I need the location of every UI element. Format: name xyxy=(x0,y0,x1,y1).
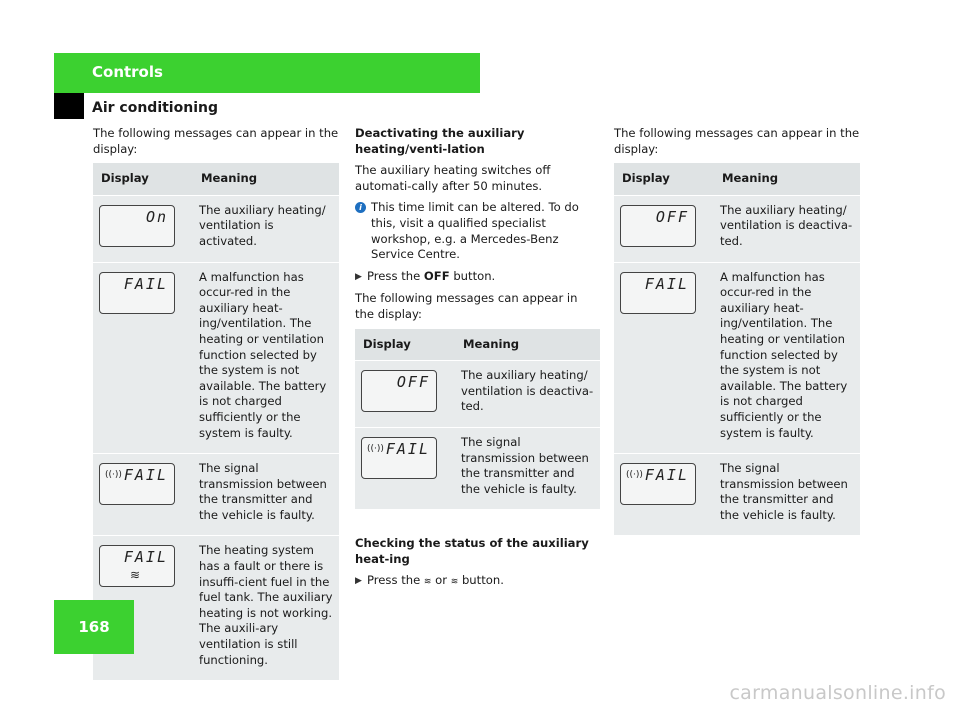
antenna-icon: ((·)) xyxy=(626,470,643,481)
section-heading: Deactivating the auxiliary heating/venti-lation xyxy=(355,126,525,156)
table-row xyxy=(614,454,860,536)
table-row xyxy=(93,262,339,454)
section-heading: Checking the status of the auxiliary heat-ing xyxy=(355,536,589,566)
header-meaning: Meaning xyxy=(455,329,600,361)
table-row xyxy=(614,262,860,454)
header-display: Display xyxy=(614,163,714,195)
lcd-text: On xyxy=(145,207,168,226)
table-header-row xyxy=(355,329,600,361)
column-2 xyxy=(355,126,600,597)
instruction-step xyxy=(355,269,600,286)
step-text: or xyxy=(435,573,448,588)
lcd-text: FAIL xyxy=(123,274,168,293)
info-note xyxy=(355,200,600,262)
lcd-display xyxy=(99,463,175,505)
lcd-text: FAIL xyxy=(385,439,430,458)
meaning-cell: A malfunction has occur-red in the auxiliary heat-ing/ventilation. The heating or ventilation function selected by the system is not available. The battery is not charged sufficiently or the system is faulty. xyxy=(714,262,860,454)
lcd-display xyxy=(361,437,437,479)
lcd-text: OFF xyxy=(396,373,430,392)
lcd-text: FAIL xyxy=(644,466,689,485)
intro-text: The following messages can appear in the display: xyxy=(614,126,860,156)
ventilation-symbol-icon: ≋ xyxy=(450,577,459,588)
lcd-display xyxy=(620,463,696,505)
meaning-cell: The signal transmission between the transmitter and the vehicle is faulty. xyxy=(193,454,339,536)
header-display: Display xyxy=(355,329,455,361)
lcd-text: FAIL xyxy=(644,274,689,293)
page-number: 168 xyxy=(54,600,134,654)
lcd-text: FAIL xyxy=(123,466,168,485)
lcd-text: FAIL xyxy=(123,548,168,567)
display-messages-table xyxy=(355,329,600,511)
table-row xyxy=(614,195,860,262)
lcd-display xyxy=(361,370,437,412)
step-text: button. xyxy=(461,573,504,588)
column-3 xyxy=(614,126,860,536)
heating-symbol-icon: ≋ xyxy=(423,577,432,588)
off-button-label: OFF xyxy=(423,268,450,283)
table-header-row xyxy=(614,163,860,195)
watermark-text: carmanualsonline.info xyxy=(729,682,946,704)
meaning-cell: The auxiliary heating/ ventilation is deactiva-ted. xyxy=(714,195,860,262)
paragraph: The auxiliary heating switches off automati-cally after 50 minutes. xyxy=(355,163,551,193)
lcd-display xyxy=(99,545,175,587)
meaning-cell: The signal transmission between the transmitter and the vehicle is faulty. xyxy=(714,454,860,536)
lcd-display xyxy=(620,272,696,314)
meaning-cell: A malfunction has occur-red in the auxiliary heat-ing/ventilation. The heating or ventilation function selected by the system is not available. The battery is not charged sufficiently or the system is faulty. xyxy=(193,262,339,454)
table-row xyxy=(93,195,339,262)
info-text: This time limit can be altered. To do this, visit a qualified specialist workshop, e.g. a Mercedes-Benz Service Centre. xyxy=(371,200,579,262)
lcd-display xyxy=(620,205,696,247)
table-row xyxy=(355,427,600,509)
column-1 xyxy=(93,126,339,681)
table-header-row xyxy=(93,163,339,195)
header-marker-block xyxy=(54,93,84,119)
lcd-display xyxy=(99,205,175,247)
antenna-icon: ((·)) xyxy=(367,443,384,454)
lcd-text: OFF xyxy=(655,207,689,226)
section-title: Controls xyxy=(92,63,163,81)
header-meaning: Meaning xyxy=(714,163,860,195)
display-messages-table xyxy=(614,163,860,536)
table-row xyxy=(93,454,339,536)
header-display: Display xyxy=(93,163,193,195)
instruction-step xyxy=(355,573,600,591)
intro-text: The following messages can appear in the display: xyxy=(93,126,339,156)
heating-icon: ≋ xyxy=(130,568,141,583)
step-arrow-icon: ▶ xyxy=(355,576,362,587)
step-text: button. xyxy=(453,268,496,283)
header-meaning: Meaning xyxy=(193,163,339,195)
intro-text: The following messages can appear in the display: xyxy=(355,291,578,321)
lcd-display xyxy=(99,272,175,314)
meaning-cell: The heating system has a fault or there is insuffi-cient fuel in the fuel tank. The auxiliary heating is not working. The auxili-ary ventilation is still functioning. xyxy=(193,536,339,681)
meaning-cell: The auxiliary heating/ ventilation is activated. xyxy=(193,195,339,262)
table-row xyxy=(355,361,600,428)
info-icon: i xyxy=(355,202,366,213)
step-arrow-icon: ▶ xyxy=(355,271,362,282)
page-title: Air conditioning xyxy=(92,100,218,116)
antenna-icon: ((·)) xyxy=(105,470,122,481)
step-text: Press the xyxy=(367,268,421,283)
meaning-cell: The auxiliary heating/ ventilation is deactiva-ted. xyxy=(455,361,600,428)
meaning-cell: The signal transmission between the transmitter and the vehicle is faulty. xyxy=(455,427,600,509)
step-text: Press the xyxy=(367,573,421,588)
